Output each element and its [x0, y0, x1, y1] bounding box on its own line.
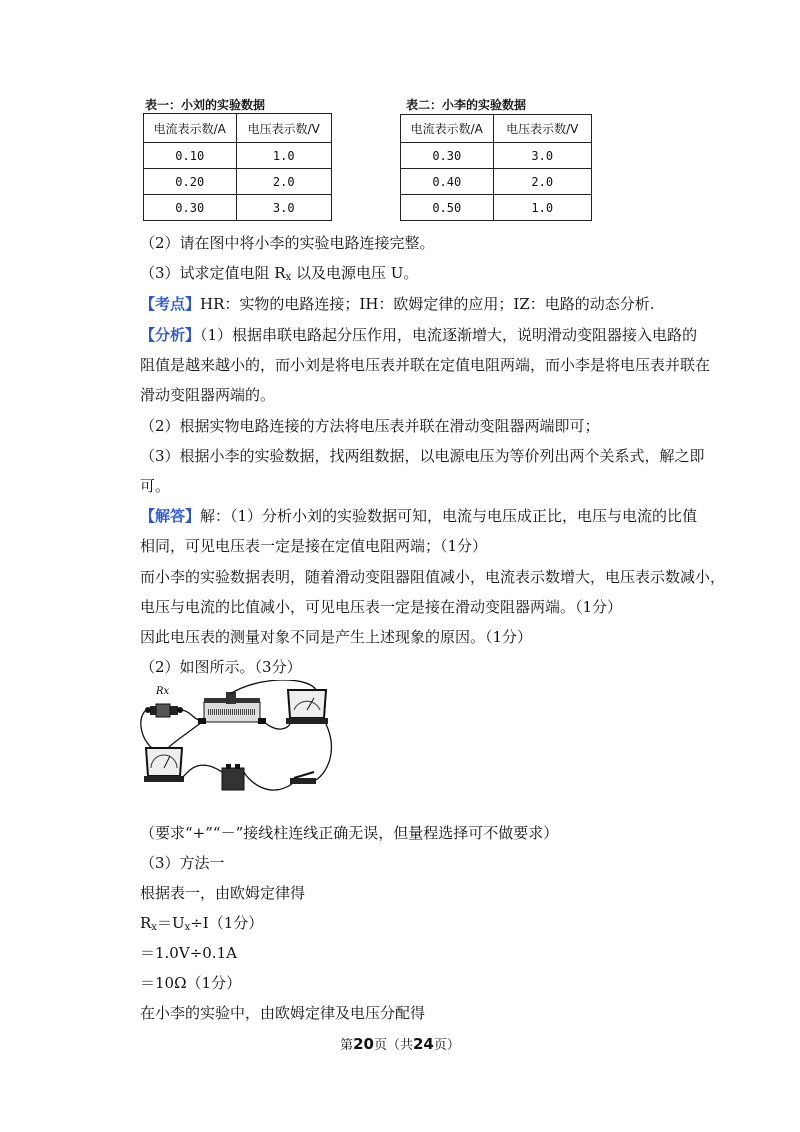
table2-header-voltage: 电压表示数/V	[493, 115, 591, 143]
table-cell: 2.0	[493, 169, 591, 195]
subscript: x	[184, 922, 191, 933]
page-footer	[0, 1034, 800, 1053]
rheostat-icon	[198, 692, 266, 724]
fenxi-tag: 【分析】	[140, 326, 201, 344]
question-3	[140, 263, 418, 288]
fenxi-line-3: 滑动变阻器两端的。	[140, 386, 276, 404]
question-3-text: （3）试求定值电阻 R	[140, 264, 286, 282]
table2	[400, 114, 592, 221]
fenxi-line-2: 阻值是越来越小的，而小刘是将电压表并联在定值电阻两端，而小李是将电压表并联在	[140, 356, 711, 374]
rx-label: Rx	[156, 686, 170, 697]
table-cell: 0.30	[401, 143, 494, 169]
footer-text: 页（共	[373, 1038, 413, 1053]
table1-caption: 表一：小刘的实验数据	[145, 98, 266, 112]
requirement-note: （要求“+”“－”接线柱连线正确无误，但量程选择可不做要求）	[140, 824, 559, 842]
question-2: （2）请在图中将小李的实验电路连接完整。	[140, 234, 435, 252]
table-row	[144, 195, 332, 221]
calc-line-2	[140, 913, 263, 938]
calc-line-3: ＝1.0V÷0.1A	[140, 944, 237, 962]
table-row	[401, 195, 592, 221]
table-cell: 0.20	[144, 169, 237, 195]
subscript: x	[285, 272, 292, 283]
paragraph-text: 解：（1）分析小刘的实验数据可知，电流与电压成正比，电压与电流的比值	[200, 507, 698, 525]
table-cell: 3.0	[236, 195, 331, 221]
table1-header-voltage: 电压表示数/V	[236, 114, 331, 143]
table-cell: 0.10	[144, 143, 237, 169]
switch-icon	[290, 772, 316, 784]
table-cell: 1.0	[236, 143, 331, 169]
table-row	[401, 143, 592, 169]
table-cell: 0.30	[144, 195, 237, 221]
calc-line-1: 根据表一，由欧姆定律得	[140, 884, 306, 902]
fenxi-line-5: （3）根据小李的实验数据，找两组数据，以电源电压为等价列出两个关系式，解之即	[140, 447, 705, 465]
table2-caption: 表二：小李的实验数据	[406, 98, 527, 112]
resistor-icon	[145, 704, 183, 717]
table-row	[144, 169, 332, 195]
paragraph-text: （1）根据串联电路起分压作用，电流逐渐增大，说明滑动变阻器接入电路的	[200, 326, 698, 344]
jieda-line-6: （2）如图所示。（3分）	[140, 658, 302, 676]
calc-line-4: ＝10Ω（1分）	[140, 974, 242, 992]
ammeter-icon	[144, 748, 184, 782]
footer-text: 页）	[433, 1038, 460, 1053]
battery-icon	[222, 764, 244, 790]
table1-header-current: 电流表示数/A	[144, 114, 237, 143]
circuit-figure	[138, 680, 338, 810]
fenxi-line-6: 可。	[140, 477, 171, 495]
page-number: 20	[353, 1035, 374, 1053]
table-row	[401, 169, 592, 195]
table-cell: 1.0	[493, 195, 591, 221]
calc-line-5: 在小李的实验中，由欧姆定律及电压分配得	[140, 1004, 426, 1022]
fenxi-line-4: （2）根据实物电路连接的方法将电压表并联在滑动变阻器两端即可；	[140, 417, 600, 435]
kaodian-text: HR：实物的电路连接；IH：欧姆定律的应用；IZ：电路的动态分析.	[200, 295, 655, 313]
jieda-line-3: 而小李的实验数据表明，随着滑动变阻器阻值减小，电流表示数增大，电压表示数减小，	[140, 568, 726, 586]
jieda-line-1	[140, 506, 697, 526]
table-cell: 0.40	[401, 169, 494, 195]
fenxi-line-1	[140, 325, 697, 345]
kaodian-tag: 【考点】	[140, 295, 201, 313]
formula-text: ÷I（1分）	[190, 914, 264, 932]
table2-header-current: 电流表示数/A	[401, 115, 494, 143]
table-cell: 3.0	[493, 143, 591, 169]
formula-text: ＝U	[156, 914, 185, 932]
footer-text: 第	[340, 1038, 354, 1053]
jieda-tag: 【解答】	[140, 507, 201, 525]
question-3-text-end: 以及电源电压 U。	[291, 264, 419, 282]
jieda-line-5: 因此电压表的测量对象不同是产生上述现象的原因。（1分）	[140, 628, 533, 646]
table-cell: 2.0	[236, 169, 331, 195]
jieda-line-2: 相同，可见电压表一定是接在定值电阻两端；（1分）	[140, 537, 488, 555]
subscript: x	[151, 922, 157, 933]
jieda-line-4: 电压与电流的比值减小，可见电压表一定是接在滑动变阻器两端。（1分）	[140, 598, 623, 616]
kaodian-line	[140, 294, 655, 314]
method-heading: （3）方法一	[140, 854, 225, 872]
page-total: 24	[413, 1035, 434, 1053]
formula-text: R	[140, 914, 152, 932]
table-cell: 0.50	[401, 195, 494, 221]
voltmeter-icon	[286, 690, 328, 724]
table1	[143, 113, 332, 221]
table-row	[144, 143, 332, 169]
